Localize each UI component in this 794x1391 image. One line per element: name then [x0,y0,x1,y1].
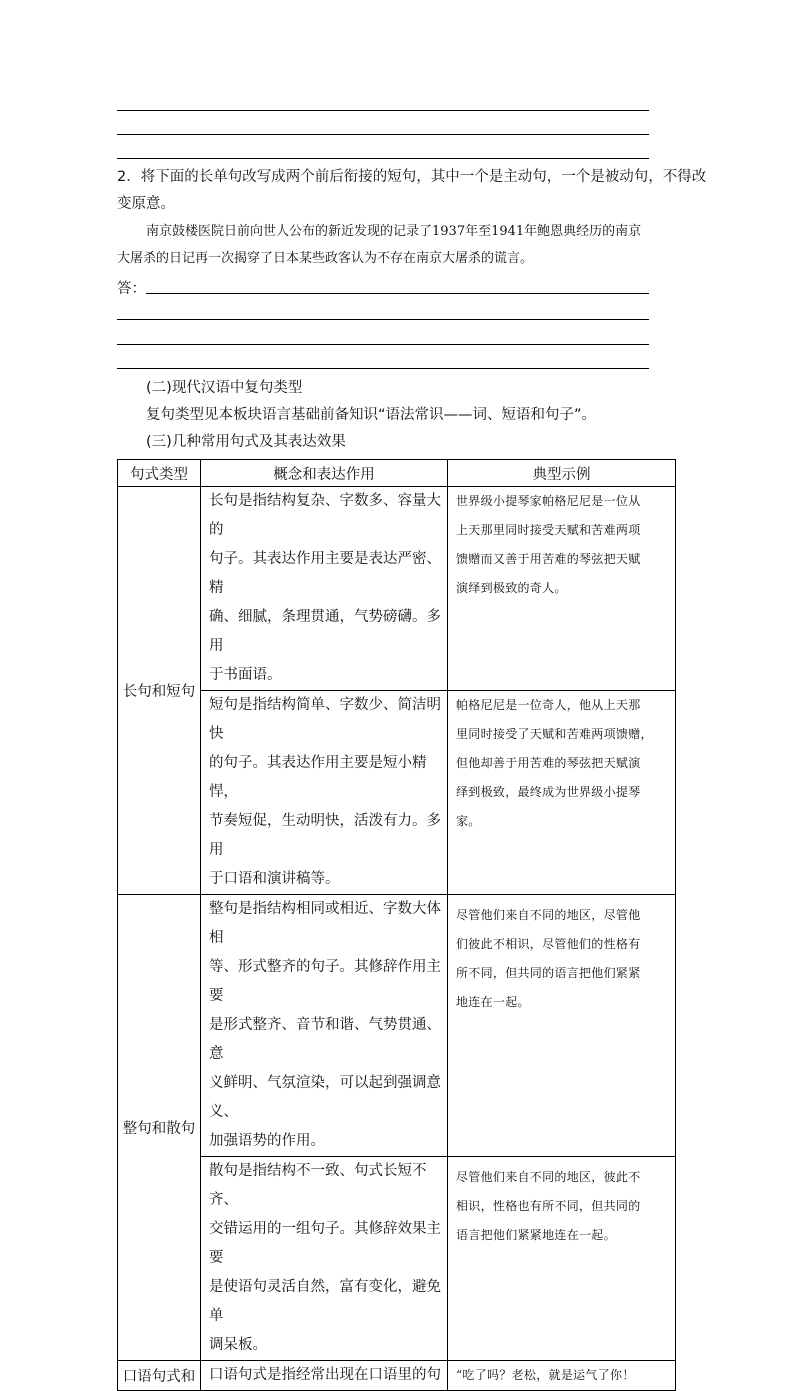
table-row [118,1361,676,1391]
concept-cell [201,691,448,895]
concept-line: 句子。其表达作用主要是表达严密、精 [209,551,441,596]
table-header: 概念和表达作用 [201,460,448,487]
example-line: 尽管他们来自不同的地区，彼此不 [456,1170,641,1184]
example-cell [448,691,676,895]
group-label: 长句和短句 [118,487,201,895]
example-line: 家。 [456,814,481,828]
example-line: 帕格尼尼是一位奇人，他从上天那 [456,698,641,712]
example-line: 里同时接受了天赋和苦难两项馈赠， [456,727,653,741]
answer-line [146,293,649,294]
example-line: 世界级小提琴家帕格尼尼是一位从 [456,494,641,508]
group-label: 整句和散句 [118,895,201,1361]
example-line: 尽管他们来自不同的地区，尽管他 [456,908,641,922]
example-line: 所不同，但共同的语言把他们紧紧 [456,966,641,980]
question2-prompt-line1: 2．将下面的长单句改写成两个前后衔接的短句，其中一个是主动句，一个是被动句，不得改 [117,169,707,185]
example-cell [448,487,676,691]
table-row [118,691,676,895]
concept-line: 长句是指结构复杂、字数多、容量大的 [209,493,441,538]
example-line: 地连在一起。 [456,995,530,1009]
answer-line [117,344,649,345]
concept-cell [201,895,448,1157]
answer-line [117,368,649,369]
example-line: 语言把他们紧紧地连在一起。 [456,1228,616,1242]
example-cell [448,1157,676,1361]
answer-line [117,110,649,111]
section2-heading: (二)现代汉语中复句类型 [146,380,303,396]
example-line: 但他却善于用苦难的琴弦把天赋演 [456,756,641,770]
question2-passage-line1: 南京鼓楼医院日前向世人公布的新近发现的记录了1937年至1941年鲍恩典经历的南京 [146,224,642,239]
concept-cell: 口语句式是指经常出现在口语里的句 [201,1361,448,1391]
section2-body: 复句类型见本板块语言基础前备知识“语法常识——词、短语和句子”。 [146,407,597,423]
concept-line: 整句是指结构相同或相近、字数大体相 [209,901,441,946]
question2-passage-line2: 大屠杀的日记再一次揭穿了日本某些政客认为不存在南京大屠杀的谎言。 [117,251,534,266]
answer-line [117,158,649,159]
group-label: 口语句式和 [118,1361,201,1391]
concept-line: 是形式整齐、音节和谐、气势贯通、意 [209,1017,441,1062]
concept-line: 是使语句灵活自然，富有变化，避免单 [209,1279,441,1324]
concept-line: 节奏短促，生动明快，活泼有力。多用 [209,813,441,858]
concept-line: 等、形式整齐的句子。其修辞作用主要 [209,959,441,1004]
table-header: 句式类型 [118,460,201,487]
answer-label: 答： [117,281,146,297]
concept-line: 义鲜明、气氛渲染，可以起到强调意义、 [209,1075,441,1120]
concept-line: 交错运用的一组句子。其修辞效果主要 [209,1221,441,1266]
concept-cell [201,1157,448,1361]
concept-line: 短句是指结构简单、字数少、简洁明快 [209,697,441,742]
example-line: 演绎到极致的奇人。 [456,581,567,595]
example-line: 们彼此不相识，尽管他们的性格有 [456,937,641,951]
concept-line: 调呆板。 [209,1337,267,1353]
question2-prompt-line2: 变原意。 [117,196,175,212]
example-line: 绎到极致，最终成为世界级小提琴 [456,785,641,799]
section3-heading: (三)几种常用句式及其表达效果 [146,434,346,450]
example-cell: “吃了吗？老松，就是运气了你！ [448,1361,676,1391]
table-row [118,895,676,1157]
example-line: 相识，性格也有所不同，但共同的 [456,1199,641,1213]
answer-line [117,134,649,135]
sentence-types-table [117,459,676,1391]
example-line: 馈赠而又善于用苦难的琴弦把天赋 [456,552,641,566]
concept-line: 于口语和演讲稿等。 [209,871,340,887]
table-row [118,1157,676,1361]
answer-line [117,319,649,320]
concept-line: 确、细腻，条理贯通，气势磅礴。多用 [209,609,441,654]
example-cell [448,895,676,1157]
concept-line: 的句子。其表达作用主要是短小精悍， [209,755,427,800]
concept-line: 于书面语。 [209,667,282,683]
table-header: 典型示例 [448,460,676,487]
table-row [118,487,676,691]
example-line: 上天那里同时接受天赋和苦难两项 [456,523,641,537]
concept-line: 加强语势的作用。 [209,1133,325,1149]
concept-line: 散句是指结构不一致、句式长短不齐、 [209,1163,427,1208]
concept-cell [201,487,448,691]
